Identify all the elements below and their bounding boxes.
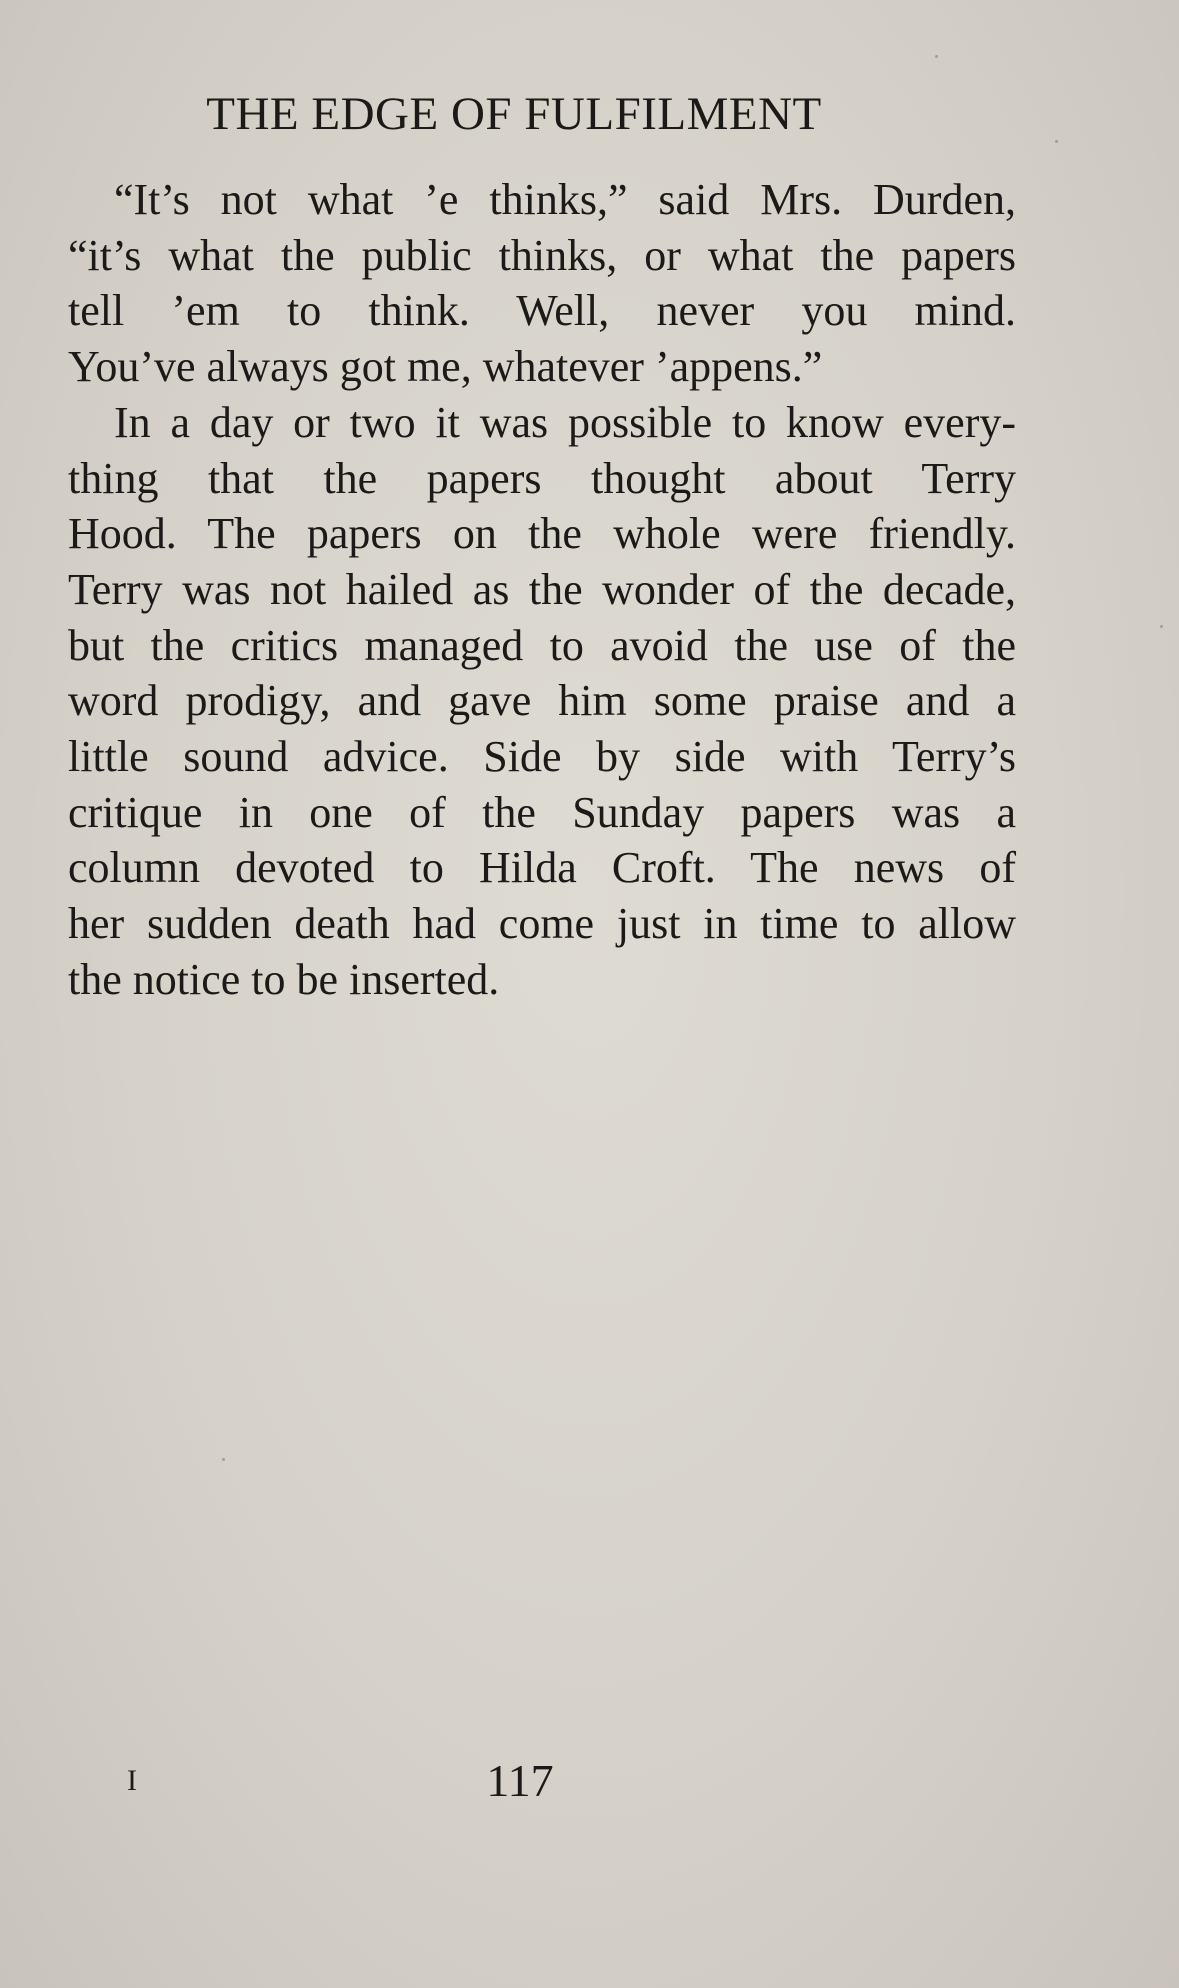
paper-speck [935,55,938,58]
text-line: word prodigy, and gave him some praise and a [68,676,1016,726]
text-line: critique in one of the Sunday papers was a [68,787,1016,837]
text-line: “it’s what the public thinks, or what the papers [68,230,1016,280]
body-text [18,172,1016,1008]
signature-mark: I [127,1764,137,1797]
text-line: “It’s not what ’e thinks,” said Mrs. Durden, [114,175,1016,224]
text-line: the notice to be inserted. [68,954,500,1004]
text-line: column devoted to Hilda Croft. The news of [68,843,1016,893]
text-line: Terry was not hailed as the wonder of the decade, [68,564,1016,614]
text-line: tell ’em to think. Well, never you mind. [68,286,1016,336]
text-line: thing that the papers thought about Terry [68,453,1016,503]
paragraph-1 [18,172,1016,395]
paragraph-2 [18,395,1016,1008]
text-line: little sound advice. Side by side with Terry’s [68,732,1016,782]
text-line: her sudden death had come just in time to allow [68,899,1016,949]
page-number: 117 [486,1755,554,1806]
text-line: Hood. The papers on the whole were friendly. [68,509,1016,559]
text-line: In a day or two it was possible to know every- [114,397,1016,447]
paper-speck [1160,625,1163,628]
paper-speck [1055,140,1058,143]
running-head: THE EDGE OF FULFILMENT [206,88,822,140]
paper-speck [222,1458,225,1461]
text-line: but the critics managed to avoid the use of the [68,620,1016,670]
text-line: You’ve always got me, whatever ’appens.” [68,342,823,392]
